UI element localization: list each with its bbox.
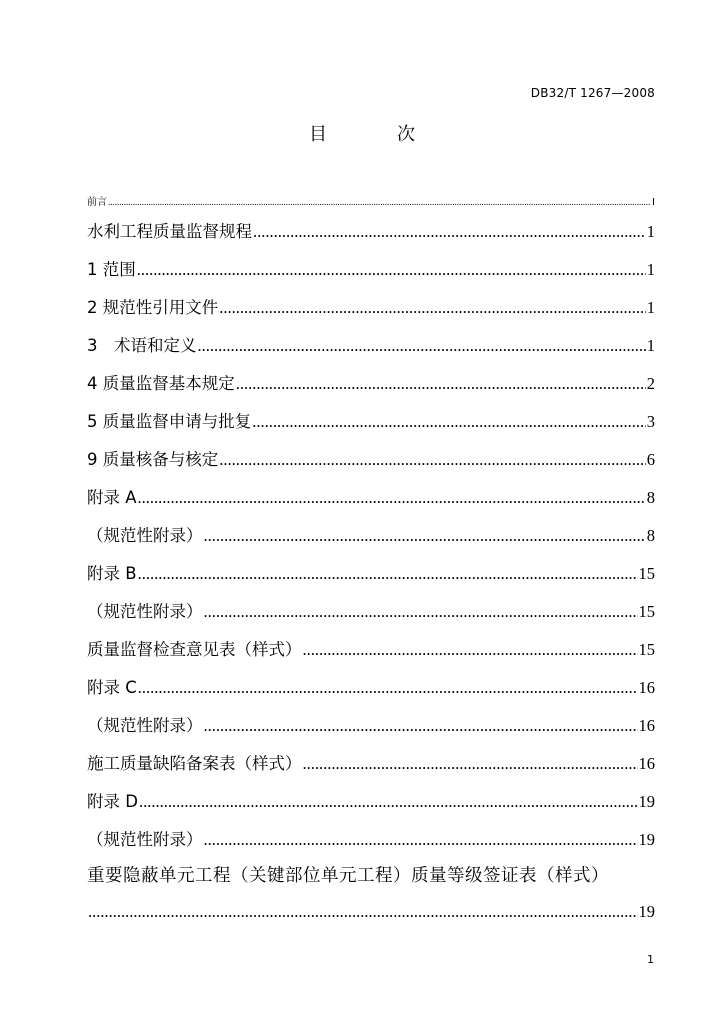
toc-entry-page: 15: [638, 640, 655, 659]
toc-entry-page: 1: [646, 260, 655, 279]
toc-entry[interactable]: [87, 446, 655, 470]
toc-entry[interactable]: [87, 750, 655, 774]
leader-dots: [303, 754, 638, 774]
leader-dots: [139, 792, 638, 812]
toc-entry-label: 3 术语和定义: [87, 336, 197, 355]
toc-entry[interactable]: [87, 294, 655, 318]
toc-entry[interactable]: [87, 522, 655, 546]
document-code: DB32/T 1267—2008: [530, 86, 655, 100]
toc-entry-page: 15: [638, 564, 655, 583]
toc-entry-page: 2: [646, 374, 655, 393]
toc-entry-page: 15: [638, 602, 655, 621]
leader-dots: [88, 902, 638, 922]
toc-entry-page: 8: [646, 488, 655, 507]
leader-dots: [138, 678, 638, 698]
leader-dots: [138, 564, 638, 584]
page-title: 目 次: [309, 124, 441, 145]
toc-entry[interactable]: [87, 826, 655, 850]
toc-entry-page: 19: [638, 792, 655, 811]
toc-entry-label: （规范性附录）: [87, 716, 203, 735]
toc-entry[interactable]: [87, 560, 655, 584]
leader-dots: [204, 716, 638, 736]
toc-entry[interactable]: [87, 218, 655, 242]
leader-dots: [204, 830, 638, 850]
toc-entry-page: 1: [646, 222, 655, 241]
toc-entry-page: 16: [638, 678, 655, 697]
leader-dots: [219, 298, 646, 318]
leader-dots: [204, 526, 646, 546]
toc-entry-label: （规范性附录）: [87, 526, 203, 545]
toc-entry-page: 16: [638, 716, 655, 735]
toc-entry-preface[interactable]: [87, 193, 655, 208]
toc-entry-page: 1: [646, 336, 655, 355]
toc-entry-label: 2 规范性引用文件: [87, 298, 219, 317]
leader-dots: [137, 260, 646, 280]
toc-entry-label: 1 范围: [87, 260, 136, 279]
toc-entry-label: （规范性附录）: [87, 602, 203, 621]
toc-entry-long-label[interactable]: 重要隐蔽单元工程（关键部位单元工程）质量等级签证表（样式）: [87, 866, 609, 886]
toc-entry-label: 9 质量核备与核定: [87, 450, 219, 469]
toc-entry-label: 附录 D: [87, 792, 138, 811]
toc-entry[interactable]: [87, 484, 655, 508]
toc-entry-label: 质量监督检查意见表（样式）: [87, 640, 302, 659]
leader-dots: [253, 222, 646, 242]
toc-entry-label: 前言: [87, 197, 107, 208]
toc-entry-label: 施工质量缺陷备案表（样式）: [87, 754, 302, 773]
toc-entry-label: 附录 C: [87, 678, 137, 697]
toc-entry-page: 8: [646, 526, 655, 545]
toc-entry[interactable]: [87, 256, 655, 280]
leader-dots: [204, 602, 638, 622]
page-number: 1: [647, 953, 654, 966]
toc-entry-page: 19: [638, 902, 655, 921]
toc-entry-label: 4 质量监督基本规定: [87, 374, 235, 393]
toc-entry-long-continuation[interactable]: [87, 902, 655, 922]
leader-dots: [219, 450, 646, 470]
toc-entry-label: 水利工程质量监督规程: [87, 222, 252, 241]
toc-entry[interactable]: [87, 370, 655, 394]
toc-entry-label: 附录 A: [87, 488, 137, 507]
toc-entry[interactable]: [87, 636, 655, 660]
leader-dots: [303, 640, 638, 660]
leader-dots: [198, 336, 646, 356]
toc-entry-page: 19: [638, 830, 655, 849]
toc-entry[interactable]: [87, 712, 655, 736]
toc-entry-page: 6: [646, 450, 655, 469]
leader-dots: [108, 197, 651, 207]
toc-entry[interactable]: [87, 332, 655, 356]
toc-entry[interactable]: [87, 788, 655, 812]
toc-entry-page: I: [652, 197, 655, 208]
toc-entry-page: 1: [646, 298, 655, 317]
toc-entry-page: 3: [646, 412, 655, 431]
toc-entry[interactable]: [87, 598, 655, 622]
toc-entry-label: 附录 B: [87, 564, 137, 583]
leader-dots: [138, 488, 646, 508]
toc-entry[interactable]: [87, 674, 655, 698]
leader-dots: [252, 412, 646, 432]
toc-entry-label: 5 质量监督申请与批复: [87, 412, 252, 431]
toc-entry-page: 16: [638, 754, 655, 773]
leader-dots: [236, 374, 646, 394]
toc-entry[interactable]: [87, 408, 655, 432]
toc-entry-label: （规范性附录）: [87, 830, 203, 849]
